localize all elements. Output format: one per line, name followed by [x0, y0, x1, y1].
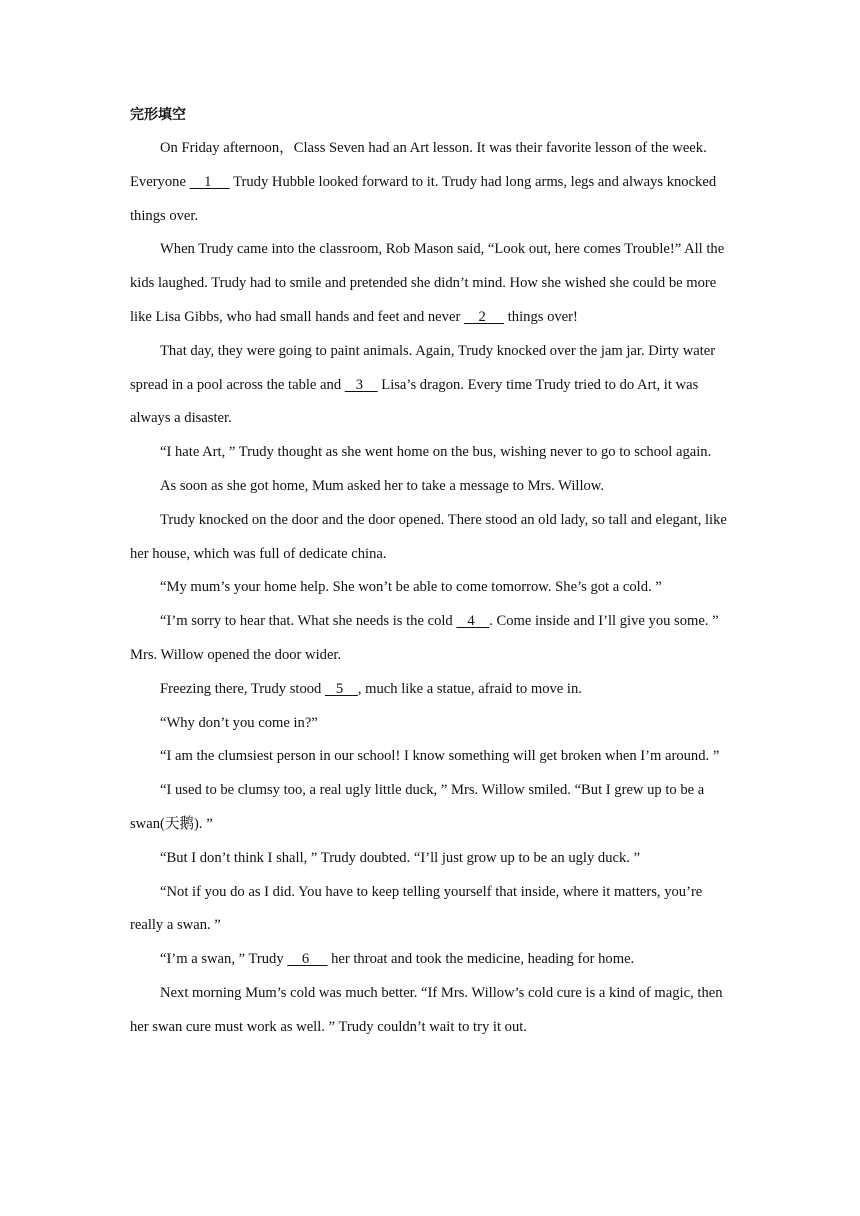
- paragraph-text: Freezing there, Trudy stood: [160, 680, 325, 697]
- paragraph-text: “Why don’t you come in?”: [160, 714, 318, 731]
- paragraph-text: “But I don’t think I shall, ” Trudy doubted. “I’ll just grow up to be an ugly duck. ”: [160, 849, 641, 866]
- paragraph-text: Trudy Hubble looked forward to it. Trudy had long arms, legs and always knocked things over.: [130, 173, 717, 224]
- paragraph: [130, 740, 730, 774]
- paragraph: [130, 436, 730, 470]
- answer-blank: 4: [456, 613, 490, 630]
- paragraph: [130, 774, 730, 842]
- document-page: [130, 104, 730, 1045]
- paragraph: [130, 673, 730, 707]
- paragraph-text: “I hate Art, ” Trudy thought as she went home on the bus, wishing never to go to school again.: [160, 444, 712, 461]
- paragraph-text: , much like a statue, afraid to move in.: [357, 680, 582, 697]
- paragraph: [130, 943, 730, 977]
- paragraph-text: “Not if you do as I did. You have to keep telling yourself that inside, where it matters, you’re really a swan. ”: [130, 883, 703, 934]
- paragraph-text: “I’m sorry to hear that. What she needs is the cold: [160, 613, 457, 630]
- passage-body: [130, 132, 730, 1045]
- paragraph-text: “I am the clumsiest person in our school! I know something will get broken when I’m around. ”: [160, 748, 720, 765]
- paragraph: [130, 335, 730, 436]
- paragraph-text: “My mum’s your home help. She won’t be able to come tomorrow. She’s got a cold. ”: [160, 579, 662, 596]
- paragraph-text: “I used to be clumsy too, a real ugly little duck, ” Mrs. Willow smiled. “But I grew up to be a swan(天鹅). ”: [130, 782, 705, 832]
- answer-blank: 2: [463, 308, 505, 325]
- paragraph-text: Trudy knocked on the door and the door opened. There stood an old lady, so tall and elegant, like her house, which was full of dedicate china.: [130, 511, 727, 562]
- paragraph: [130, 504, 730, 572]
- paragraph-text: Next morning Mum’s cold was much better. “If Mrs. Willow’s cold cure is a kind of magic, then her swan cure must work as well. ” Trudy couldn’t wait to try it out.: [130, 984, 723, 1035]
- paragraph: [130, 605, 730, 673]
- paragraph-text: Lisa’s dragon. Every time Trudy tried to do Art, it was always a disaster.: [130, 376, 699, 427]
- answer-blank: 1: [189, 173, 230, 190]
- paragraph-text: . Come inside and I’ll give you some. ” Mrs. Willow opened the door wider.: [130, 613, 719, 663]
- paragraph: [130, 977, 730, 1045]
- paragraph-text: her throat and took the medicine, heading for home.: [327, 951, 635, 968]
- paragraph-text: things over!: [504, 308, 578, 325]
- paragraph-text: When Trudy came into the classroom, Rob Mason said, “Look out, here comes Trouble!” All the kids laughed. Trudy had to smile and pretended she didn’t mind. How she wished she could be more like Lisa Gibbs, who had small hands and feet and never: [130, 241, 725, 325]
- paragraph: [130, 233, 730, 334]
- paragraph: [130, 470, 730, 504]
- paragraph-text: On Friday afternoon，Class Seven had an Art lesson. It was their favorite lesson of the week. Everyone: [130, 140, 707, 190]
- paragraph: [130, 842, 730, 876]
- paragraph: [130, 132, 730, 233]
- paragraph-text: “I’m a swan, ” Trudy: [160, 951, 288, 968]
- section-heading: 完形填空: [130, 107, 186, 123]
- paragraph: [130, 876, 730, 944]
- answer-blank: 5: [324, 680, 358, 697]
- answer-blank: 3: [344, 376, 378, 393]
- paragraph: [130, 571, 730, 605]
- answer-blank: 6: [287, 951, 328, 968]
- paragraph-text: That day, they were going to paint animals. Again, Trudy knocked over the jam jar. Dirty water spread in a pool across the table and: [130, 342, 716, 393]
- paragraph-text: As soon as she got home, Mum asked her to take a message to Mrs. Willow.: [160, 477, 605, 494]
- paragraph: [130, 707, 730, 741]
